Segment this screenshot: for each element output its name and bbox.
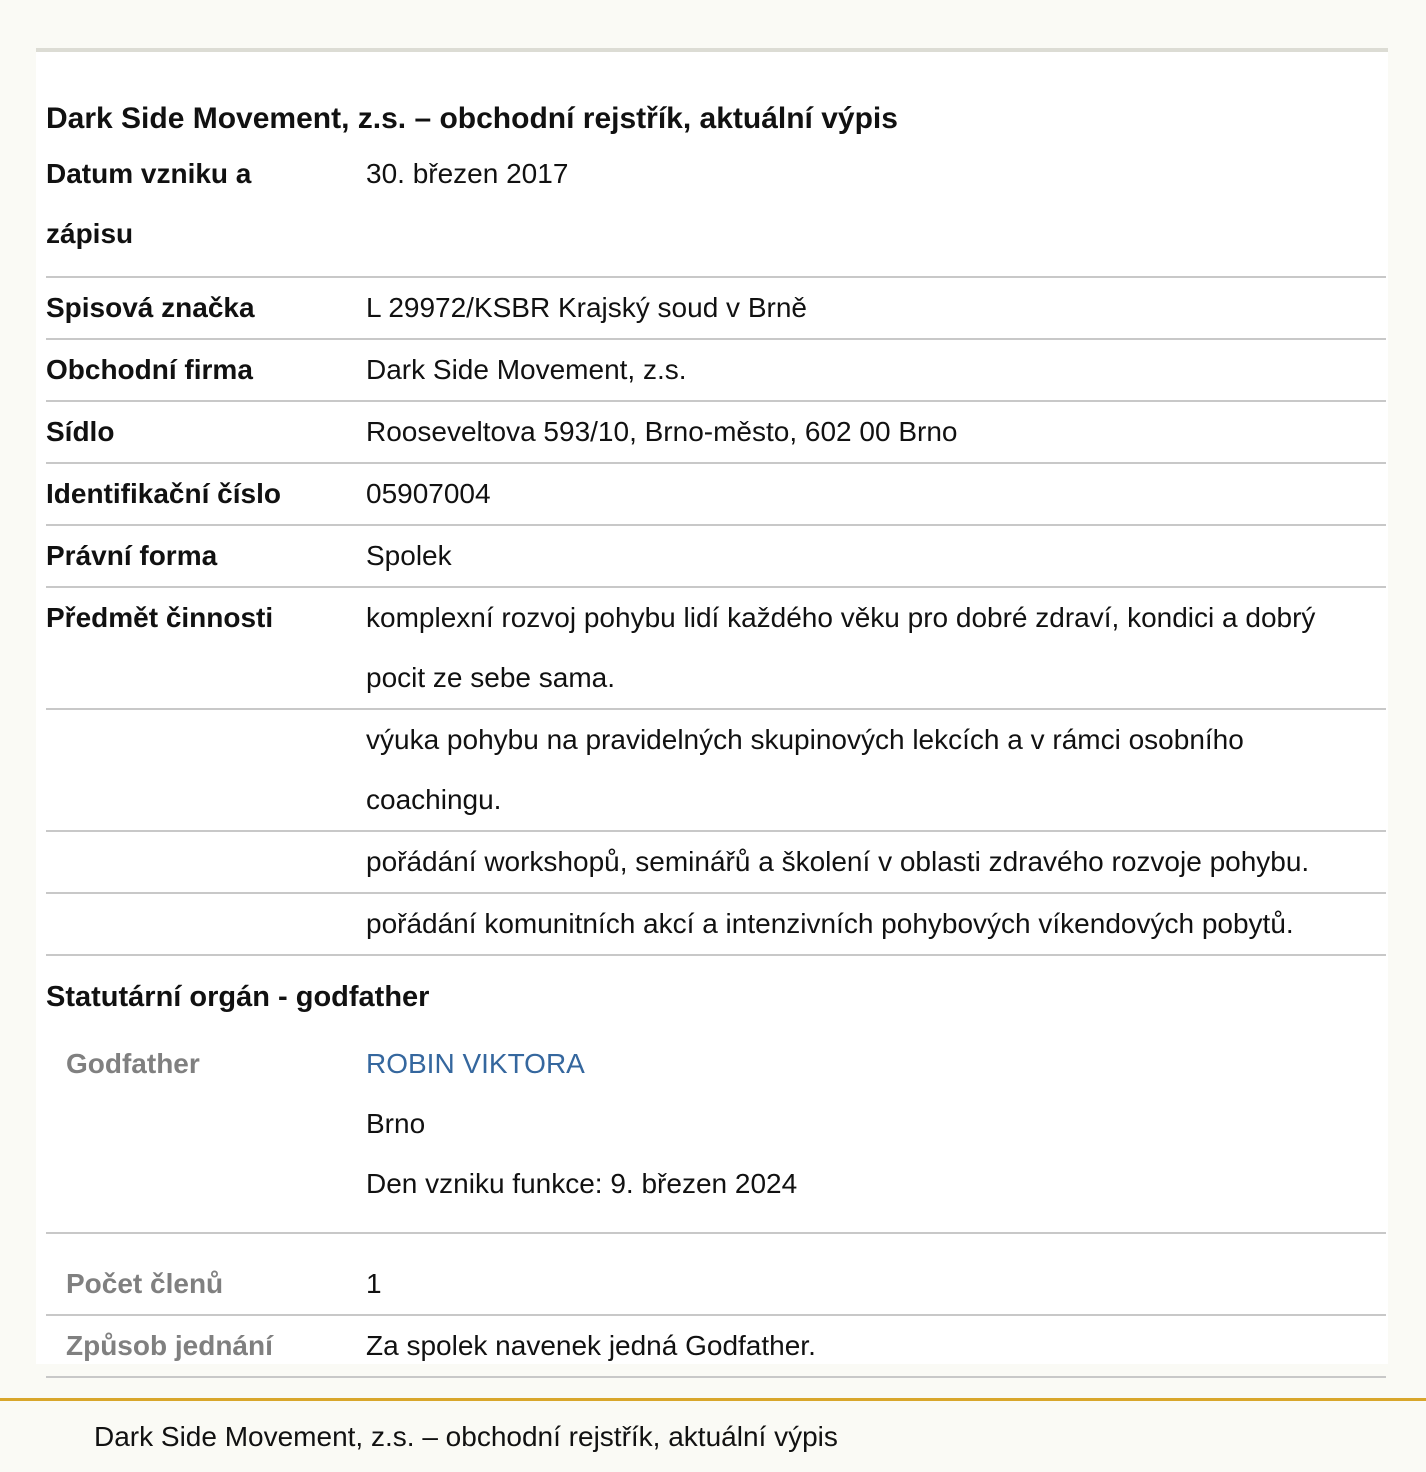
row-label-empty	[46, 894, 366, 954]
activity-line: coachingu.	[366, 784, 502, 815]
row-label: Počet členů	[66, 1268, 224, 1299]
basic-info-table	[46, 144, 1386, 956]
row-value: L 29972/KSBR Krajský soud v Brně	[366, 292, 807, 323]
page-title: Dark Side Movement, z.s. – obchodní rejstřík, aktuální výpis	[46, 102, 898, 135]
row-godfather	[46, 1034, 1386, 1234]
row-label-empty	[46, 832, 366, 892]
member-name-link[interactable]: ROBIN VIKTORA	[366, 1048, 585, 1079]
record-card	[36, 48, 1388, 1364]
row-member-count	[46, 1234, 1386, 1316]
row-file-number	[46, 278, 1386, 340]
row-label: Právní forma	[46, 540, 218, 571]
row-label-line: zápisu	[46, 218, 134, 249]
row-label: Způsob jednání	[66, 1330, 273, 1361]
row-label: Godfather	[66, 1048, 200, 1079]
footer	[0, 1398, 1426, 1472]
row-label-line: Datum vzniku a	[46, 158, 252, 189]
row-label-empty	[46, 710, 366, 830]
activity-line: výuka pohybu na pravidelných skupinových lekcích a v rámci osobního	[366, 724, 1244, 755]
row-activity	[46, 710, 1386, 832]
row-value: 30. březen 2017	[366, 158, 569, 189]
activity-line: komplexní rozvoj pohybu lidí každého věku pro dobré zdraví, kondici a dobrý	[366, 602, 1316, 633]
row-value	[366, 710, 1386, 830]
row-value: Spolek	[366, 540, 452, 571]
member-since: Den vzniku funkce: 9. březen 2024	[366, 1168, 798, 1199]
row-activity	[46, 832, 1386, 894]
row-value: pořádání komunitních akcí a intenzivních pohybových víkendových pobytů.	[366, 908, 1294, 939]
row-value: 1	[366, 1268, 382, 1299]
row-label: Spisová značka	[46, 292, 255, 323]
footer-text: Dark Side Movement, z.s. – obchodní rejstřík, aktuální výpis	[94, 1421, 838, 1452]
row-label: Předmět činnosti	[46, 602, 274, 633]
row-label	[46, 144, 366, 276]
row-activity	[46, 588, 1386, 710]
row-label: Identifikační číslo	[46, 478, 281, 509]
row-value	[366, 1034, 1386, 1232]
row-value: Rooseveltova 593/10, Brno-město, 602 00 Brno	[366, 416, 958, 447]
row-id-number	[46, 464, 1386, 526]
row-label: Sídlo	[46, 416, 115, 447]
activity-line: pocit ze sebe sama.	[366, 662, 616, 693]
row-value: Za spolek navenek jedná Godfather.	[366, 1330, 816, 1361]
statutory-heading: Statutární orgán - godfather	[46, 981, 430, 1013]
statutory-table	[46, 1034, 1386, 1378]
row-activity	[46, 894, 1386, 956]
row-value: 05907004	[366, 478, 491, 509]
row-seat	[46, 402, 1386, 464]
row-date	[46, 144, 1386, 278]
row-value	[366, 588, 1386, 708]
row-value: pořádání workshopů, seminářů a školení v oblasti zdravého rozvoje pohybu.	[366, 846, 1310, 877]
member-city: Brno	[366, 1108, 426, 1139]
row-legal-form	[46, 526, 1386, 588]
row-company-name	[46, 340, 1386, 402]
row-value: Dark Side Movement, z.s.	[366, 354, 687, 385]
row-label: Obchodní firma	[46, 354, 253, 385]
row-acting	[46, 1316, 1386, 1378]
